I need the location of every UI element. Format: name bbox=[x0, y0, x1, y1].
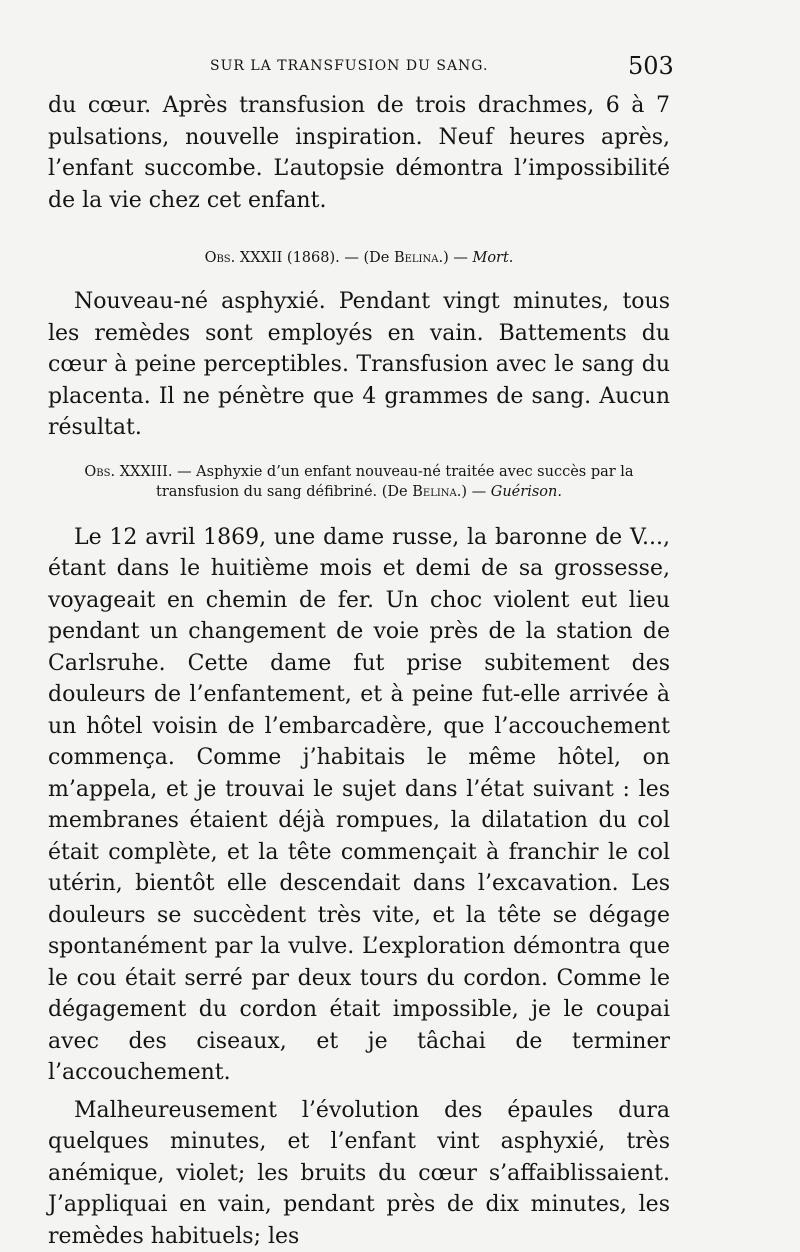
paragraph-case-description: Le 12 avril 1869, une dame russe, la baronne de V..., étant dans le huitième mois et demi de sa grossesse, voyageait en chemin de fer. Un choc violent eut lieu pendant un changement de voie près de la station de Carlsruhe. Cette dame fut prise subitement des douleurs de l’enfantement, et à peine fut-elle arrivée à un hôtel voisin de l’embarcadère, que l’accouchement commença. Comme j’habitais le même hôtel, on m’appela, et je trouvai le sujet dans l’état suivant : les membranes étaient déjà rompues, la dilatation du col était complète, et la tête commençait à franchir le col utérin, bientôt elle descendait dans l’excavation. Les douleurs se succèdent très vite, et la tête se dégage spontanément par la vulve. L’exploration démontra que le cou était serré par deux tours du cordon. Comme le dégagement du cordon était impossible, je le coupai avec des ciseaux, et je tâchai de terminer l’accouchement. bbox=[48, 522, 670, 1089]
obs-33-label: Obs. XXXIII. bbox=[84, 464, 172, 480]
obs-32-dash-2: — bbox=[453, 250, 468, 266]
running-title: SUR LA TRANSFUSION DU SANG. bbox=[210, 58, 488, 74]
paragraph-obs-32: Nouveau-né asphyxié. Pendant vingt minutes, tous les remèdes sont employés en vain. Battements du cœur à peine perceptibles. Transfusion avec le sang du placenta. Il ne pénètre que 4 grammes de sang. Aucun résultat. bbox=[48, 286, 670, 444]
text-block bbox=[48, 90, 670, 1252]
obs-33-title: — Asphyxie d’un enfant nouveau-né traitée avec succès par la transfusion du sang défibriné. bbox=[156, 464, 634, 500]
paragraph-evolution: Malheureusement l’évolution des épaules dura quelques minutes, et l’enfant vint asphyxié, très anémique, violet; les bruits du cœur s’affaiblissaient. J’appliquai en vain, pendant près de dix minutes, les remèdes habituels; les bbox=[48, 1095, 670, 1252]
paragraph-continuation: du cœur. Après transfusion de trois drachmes, 6 à 7 pulsations, nouvelle inspiration. Neuf heures après, l’enfant succombe. L’autopsie démontra l’impossibilité de la vie chez cet enfant. bbox=[48, 90, 670, 216]
obs-32-year: (1868). bbox=[287, 250, 340, 266]
obs-33-author-open: (De bbox=[382, 484, 408, 500]
obs-32-author-open: (De bbox=[363, 250, 389, 266]
obs-32-label: Obs. XXXII bbox=[205, 250, 283, 266]
observation-33-heading bbox=[48, 462, 670, 502]
obs-32-dash: — bbox=[344, 250, 359, 266]
page-number: 503 bbox=[628, 52, 674, 80]
obs-33-outcome: Guérison. bbox=[491, 484, 562, 500]
obs-32-author-close: ) bbox=[443, 250, 449, 266]
obs-32-outcome: Mort. bbox=[472, 250, 513, 266]
obs-32-author: Belina. bbox=[394, 250, 443, 266]
obs-33-author: Belina. bbox=[412, 484, 461, 500]
observation-32-heading bbox=[48, 248, 670, 268]
obs-33-author-close: ) — bbox=[461, 484, 486, 500]
page-header bbox=[0, 52, 800, 92]
